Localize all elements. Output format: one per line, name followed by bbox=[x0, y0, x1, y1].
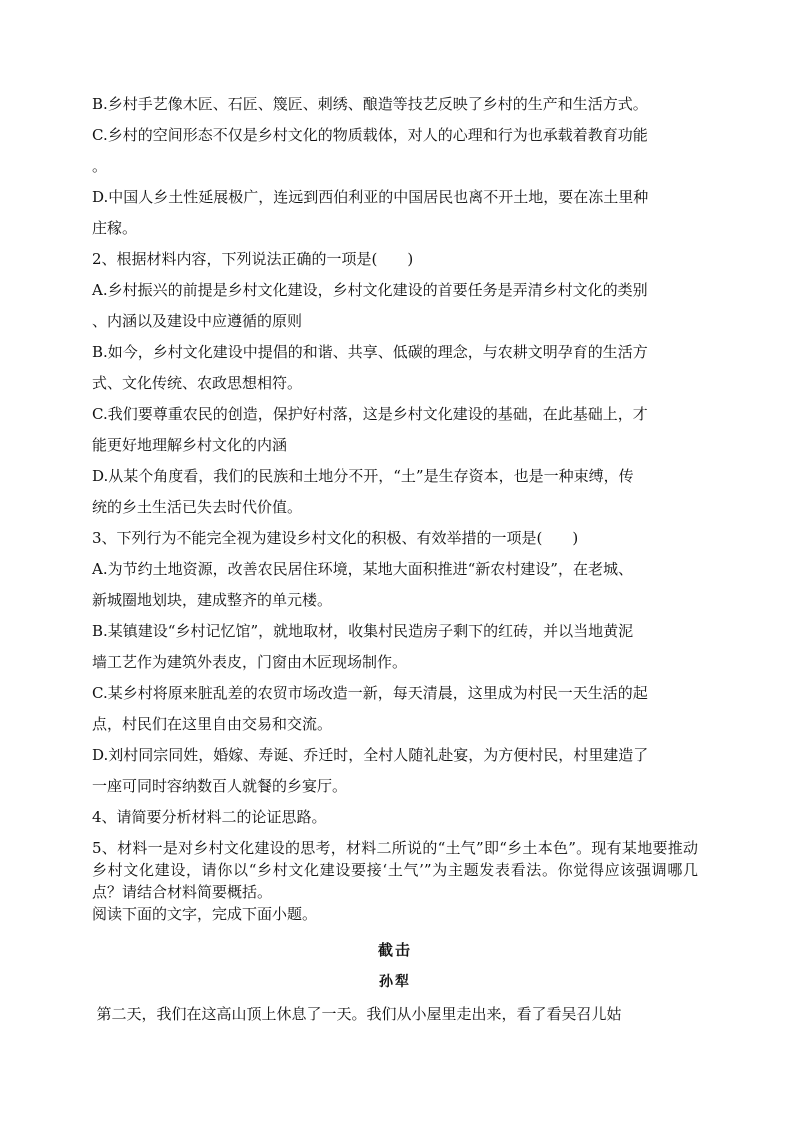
story-title: 截击 bbox=[377, 941, 412, 959]
option-d-tail: 庄稼。 bbox=[92, 219, 138, 237]
question-5: 5、材料一是对乡村文化建设的思考，材料二所说的“土气”即“乡土本色”。现有某地要推动乡村文化建设，请你以“乡村文化建设要接‘土气’”为主题发表看法。你觉得应该强调哪几点？请结合材料简要概括。 bbox=[92, 839, 698, 901]
question-2: 2、根据材料内容，下列说法正确的一项是( ) bbox=[92, 250, 414, 268]
question-3: 3、下列行为不能完全视为建设乡村文化的积极、有效举措的一项是( ) bbox=[92, 529, 579, 547]
story-author: 孙犁 bbox=[379, 974, 411, 990]
question-2-option-d-tail: 统的乡土生活已失去时代价值。 bbox=[92, 498, 303, 516]
option-b-line: B.乡村手艺像木匠、石匠、篾匠、刺绣、酿造等技艺反映了乡村的生产和生活方式。 bbox=[92, 95, 648, 113]
option-c-tail: 。 bbox=[92, 157, 108, 175]
question-2-option-c: C.我们要尊重农民的创造，保护好村落，这是乡村文化建设的基础，在此基础上，才 bbox=[92, 405, 648, 423]
question-3-option-b-tail: 墙工艺作为建筑外表皮，门窗由木匠现场制作。 bbox=[92, 653, 408, 671]
option-c-line: C.乡村的空间形态不仅是乡村文化的物质载体，对人的心理和行为也承载着教育功能 bbox=[92, 126, 648, 144]
question-3-option-a: A.为节约土地资源，改善农民居住环境，某地大面积推进“新农村建设”，在老城、 bbox=[92, 560, 633, 578]
reading-instruction: 阅读下面的文字，完成下面小题。 bbox=[92, 905, 318, 923]
document-body bbox=[92, 89, 698, 1025]
question-2-option-b: B.如今，乡村文化建设中提倡的和谐、共享、低碳的理念，与农耕文明孕育的生活方 bbox=[92, 343, 648, 361]
question-2-option-d: D.从某个角度看，我们的民族和土地分不开，“土”是生存资本，也是一种束缚，传 bbox=[92, 467, 634, 485]
question-3-option-c-tail: 点，村民们在这里自由交易和交流。 bbox=[92, 715, 333, 733]
question-3-option-c: C.某乡村将原来脏乱差的农贸市场改造一新，每天清晨，这里成为村民一天生活的起 bbox=[92, 684, 648, 702]
question-2-option-c-tail: 能更好地理解乡村文化的内涵 bbox=[92, 436, 288, 454]
question-3-option-b: B.某镇建设“乡村记忆馆”，就地取材，收集村民造房子剩下的红砖，并以当地黄泥 bbox=[92, 622, 634, 640]
question-3-option-d-tail: 一座可同时容纳数百人就餐的乡宴厅。 bbox=[92, 777, 348, 795]
question-2-option-b-tail: 式、文化传统、农政思想相符。 bbox=[92, 374, 303, 392]
question-3-option-d: D.刘村同宗同姓，婚嫁、寿诞、乔迁时，全村人随礼赴宴，为方便村民，村里建造了 bbox=[92, 746, 649, 764]
question-3-option-a-tail: 新城圈地划块，建成整齐的单元楼。 bbox=[92, 591, 333, 609]
question-2-option-a: A.乡村振兴的前提是乡村文化建设，乡村文化建设的首要任务是弄清乡村文化的类别 bbox=[92, 281, 648, 299]
question-4: 4、请简要分析材料二的论证思路。 bbox=[92, 808, 327, 826]
question-2-option-a-tail: 、内涵以及建设中应遵循的原则 bbox=[92, 312, 303, 330]
option-d-line: D.中国人乡土性延展极广，连远到西伯利亚的中国居民也离不开土地，要在冻土里种 bbox=[92, 188, 649, 206]
story-paragraph: 第二天，我们在这高山顶上休息了一天。我们从小屋里走出来，看了看吴召儿姑 bbox=[96, 1005, 622, 1023]
